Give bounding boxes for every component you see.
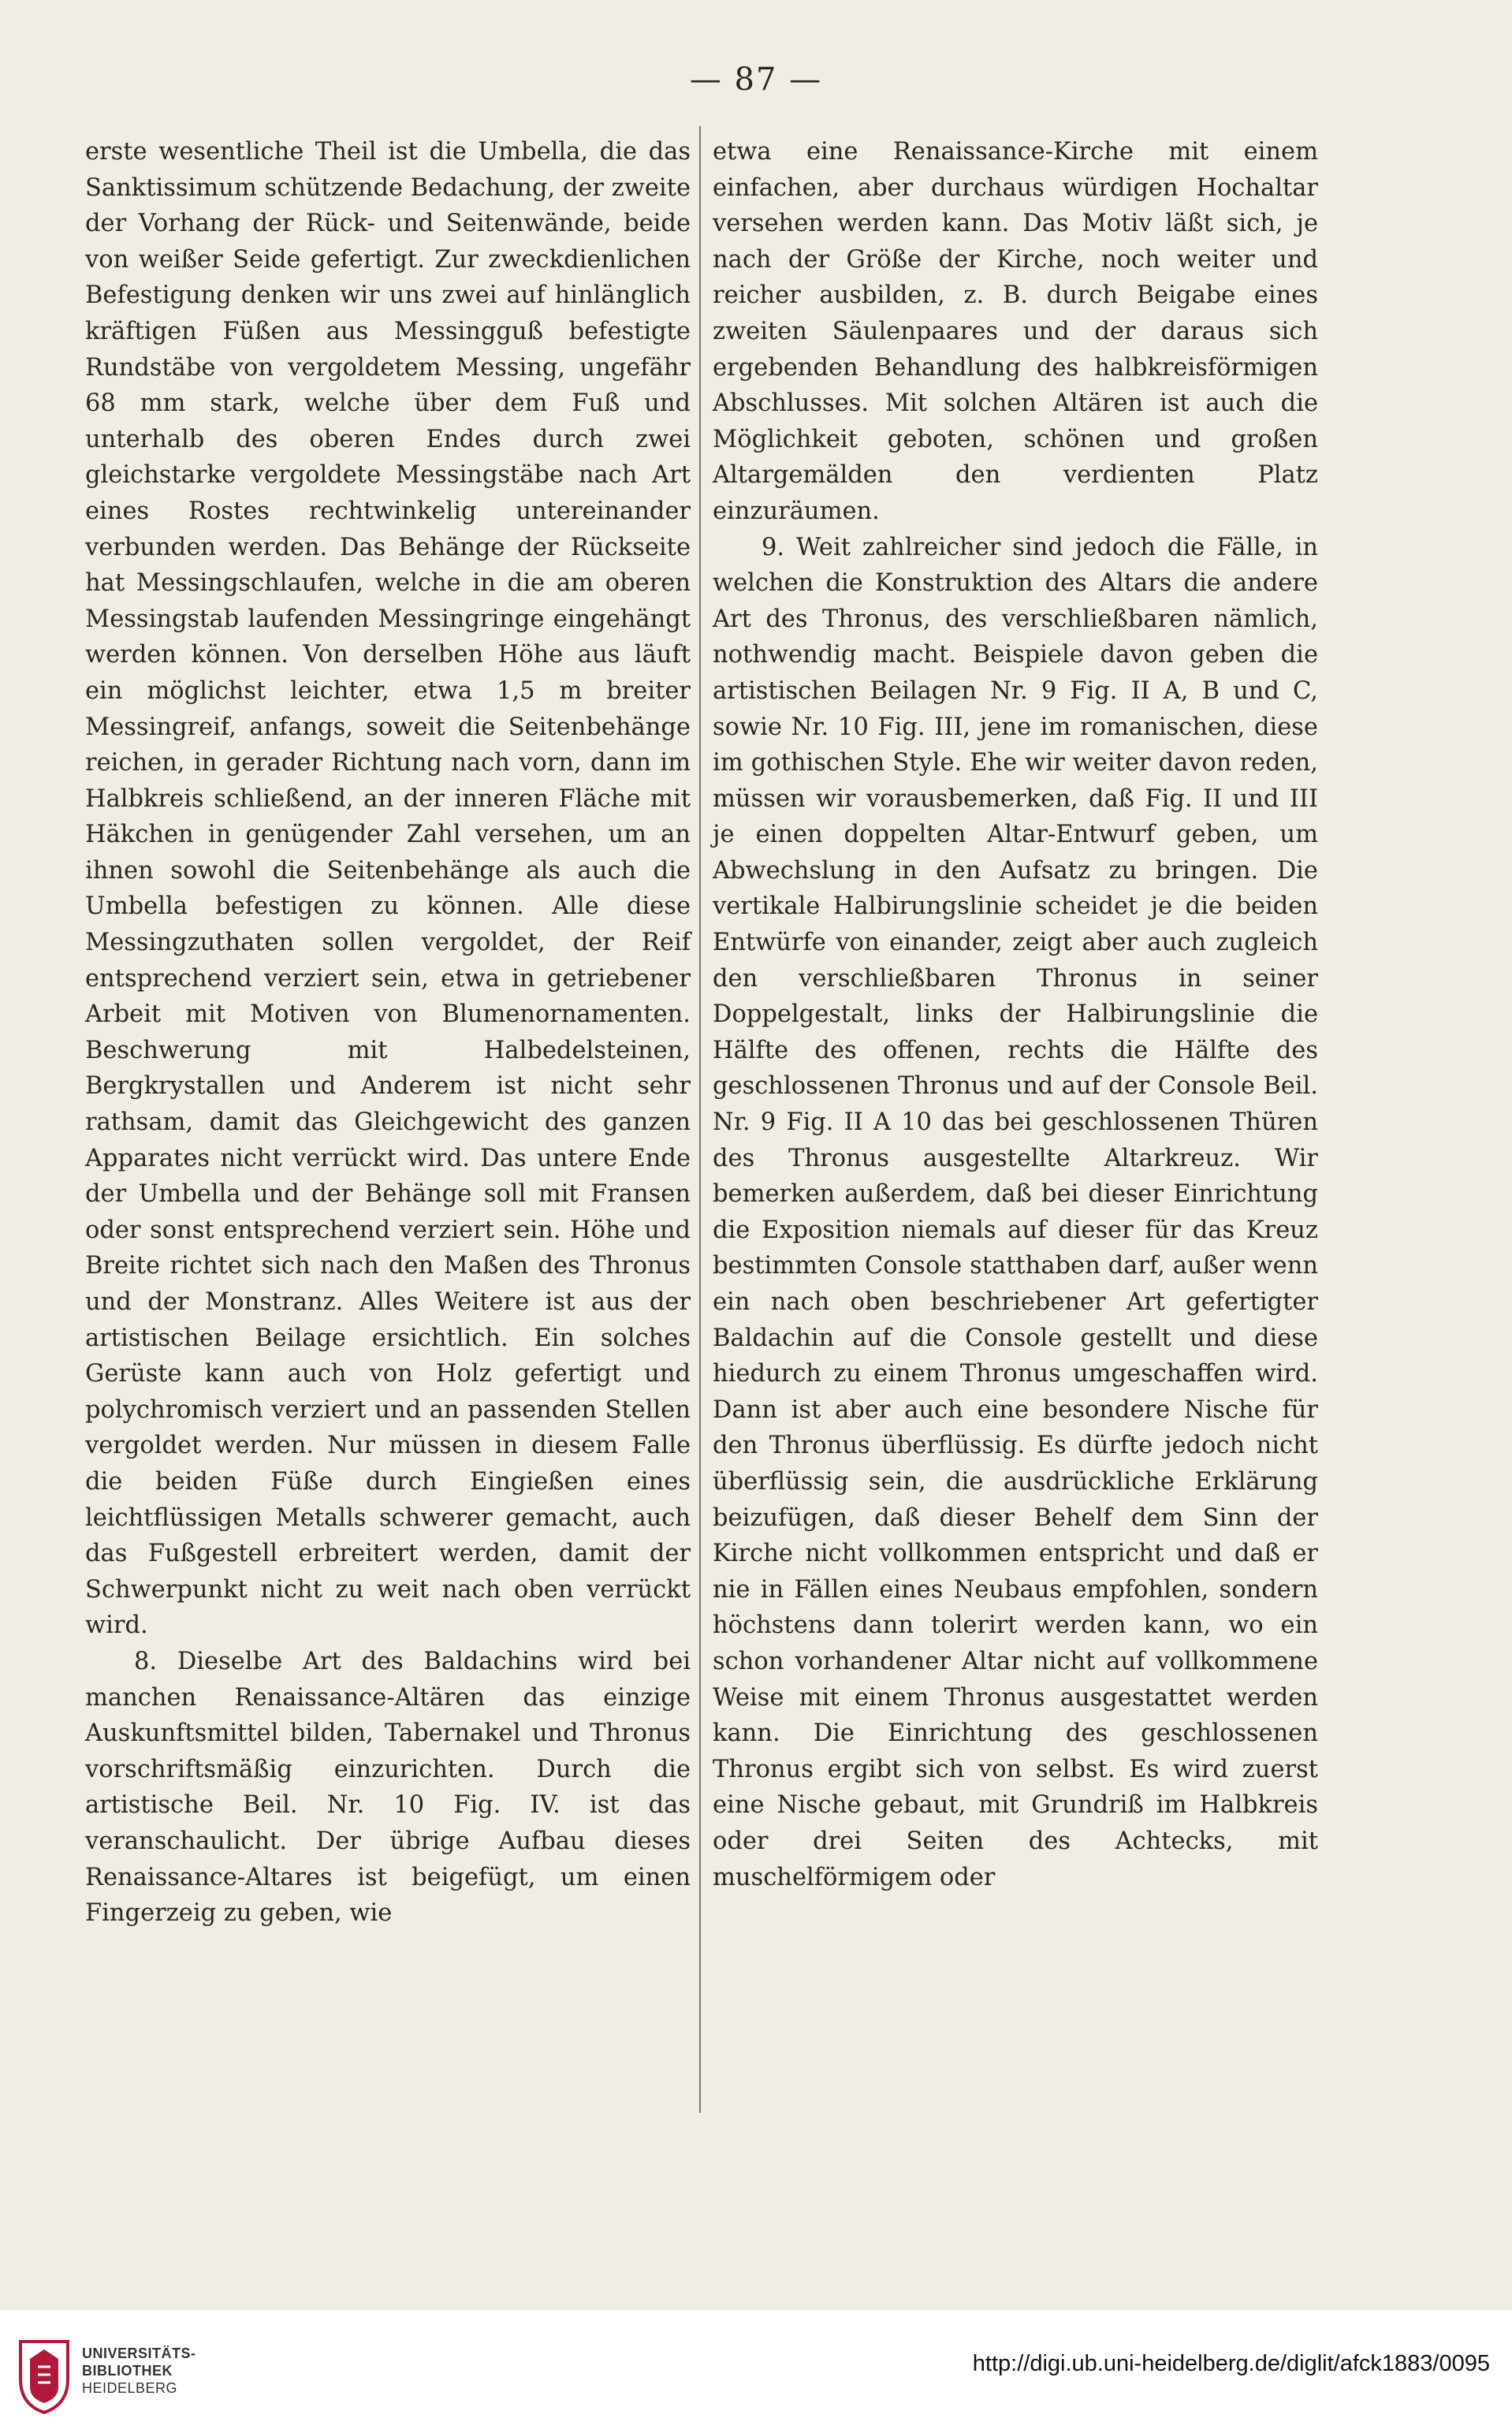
logo-line-2: BIBLIOTHEK — [82, 2363, 173, 2379]
university-seal-icon — [16, 2338, 73, 2414]
logo-line-3: HEIDELBERG — [82, 2380, 178, 2396]
left-column — [85, 134, 691, 1932]
left-paragraph-2: 8. Dieselbe Art des Baldachins wird bei manchen Renaissance-Altären das einzige Auskunftsmittel bilden, Tabernakel und Thronus vorschriftsmäßig einzurichten. Durch die artistische Beil. Nr. 10 Fig. IV. ist das veranschaulicht. Der übrige Aufbau dieses Renaissance-Altares ist beigefügt, um einen Fingerzeig zu geben, wie — [85, 1647, 691, 1928]
library-logo-text — [82, 2345, 196, 2397]
page-number: — 87 — — [689, 61, 823, 98]
right-paragraph-1: etwa eine Renaissance-Kirche mit einem einfachen, aber durchaus würdigen Hochaltar versehen werden kann. Das Motiv läßt sich, je nach der Größe der Kirche, noch weiter und reicher ausbilden, z. B. durch Beigabe eines zweiten Säulenpaares und der daraus sich ergebenden Behandlung des halbkreisförmigen Abschlusses. Mit solchen Altären ist auch die Möglichkeit geboten, schönen und großen Altargemälden den verdienten Platz einzuräumen. — [713, 138, 1318, 525]
source-url-link[interactable]: http://digi.ub.uni-heidelberg.de/diglit/afck1883/0095 — [972, 2351, 1490, 2376]
logo-line-1: UNIVERSITÄTS- — [82, 2345, 196, 2361]
right-paragraph-2: 9. Weit zahlreicher sind jedoch die Fälle, in welchen die Konstruktion des Altars die andere Art des Thronus, des verschließbaren nämlich, nothwendig macht. Beispiele davon geben die artistischen Beilagen Nr. 9 Fig. II A, B und C, sowie Nr. 10 Fig. III, jene im romanischen, diese im gothischen Style. Ehe wir weiter davon reden, müssen wir vorausbemerken, daß Fig. II und III je einen doppelten Altar-Entwurf geben, um Abwechslung in den Aufsatz zu bringen. Die vertikale Halbirungslinie scheidet je die beiden Entwürfe von einander, zeigt aber auch zugleich den verschließbaren Thronus in seiner Doppelgestalt, links der Halbirungslinie die Hälfte des offenen, rechts die Hälfte des geschlossenen Thronus und auf der Console Beil. Nr. 9 Fig. II A 10 das bei geschlossenen Thüren des Thronus ausgestellte Altarkreuz. Wir bemerken außerdem, daß bei dieser Einrichtung die Exposition niemals auf dieser für das Kreuz bestimmten Console statthaben darf, außer wenn ein nach oben beschriebener Art gefertigter Baldachin auf die Console gestellt und diese hiedurch zu einem Thronus umgeschaffen wird. Dann ist aber auch eine besondere Nische für den Thronus überflüssig. Es dürfte jedoch nicht überflüssig sein, die ausdrückliche Erklärung beizufügen, daß dieser Behelf dem Sinn der Kirche nicht vollkommen entspricht und daß er nie in Fällen eines Neubaus empfohlen, sondern höchstens dann tolerirt werden kann, wo ein schon vorhandener Altar nicht auf vollkommene Weise mit einem Thronus ausgestattet werden kann. Die Einrichtung des geschlossenen Thronus ergibt sich von selbst. Es wird zuerst eine Nische gebaut, mit Grundriß im Halbkreis oder drei Seiten des Achtecks, mit muschelförmigem oder — [713, 533, 1318, 1891]
right-column — [713, 134, 1318, 1895]
footer-bar — [0, 2310, 1512, 2433]
left-paragraph-1: erste wesentliche Theil ist die Umbella, die das Sanktissimum schützende Bedachung, der zweite der Vorhang der Rück- und Seitenwände, beide von weißer Seide gefertigt. Zur zweckdienlichen Befestigung denken wir uns zwei auf hinlänglich kräftigen Füßen aus Messingguß befestigte Rundstäbe von vergoldetem Messing, ungefähr 68 mm stark, welche über dem Fuß und unterhalb des oberen Endes durch zwei gleichstarke vergoldete Messingstäbe nach Art eines Rostes rechtwinkelig untereinander verbunden werden. Das Behänge der Rückseite hat Messingschlaufen, welche in die am oberen Messingstab laufenden Messingringe eingehängt werden können. Von derselben Höhe aus läuft ein möglichst leichter, etwa 1,5 m breiter Messingreif, anfangs, soweit die Seitenbehänge reichen, in gerader Richtung nach vorn, dann im Halbkreis schließend, an der inneren Fläche mit Häkchen in genügender Zahl versehen, um an ihnen sowohl die Seitenbehänge als auch die Umbella befestigen zu können. Alle diese Messingzuthaten sollen vergoldet, der Reif entsprechend verziert sein, etwa in getriebener Arbeit mit Motiven von Blumenornamenten. Beschwerung mit Halbedelsteinen, Bergkrystallen und Anderem ist nicht sehr rathsam, damit das Gleichgewicht des ganzen Apparates nicht verrückt wird. Das untere Ende der Umbella und der Behänge soll mit Fransen oder sonst entsprechend verziert sein. Höhe und Breite richtet sich nach den Maßen des Thronus und der Monstranz. Alles Weitere ist aus der artistischen Beilage ersichtlich. Ein solches Gerüste kann auch von Holz gefertigt und polychromisch verziert und an passenden Stellen vergoldet werden. Nur müssen in diesem Falle die beiden Füße durch Eingießen eines leichtflüssigen Metalls schwerer gemacht, auch das Fußgestell erbreitert werden, damit der Schwerpunkt nicht zu weit nach oben verrückt wird. — [85, 138, 691, 1640]
column-divider — [699, 126, 701, 2113]
